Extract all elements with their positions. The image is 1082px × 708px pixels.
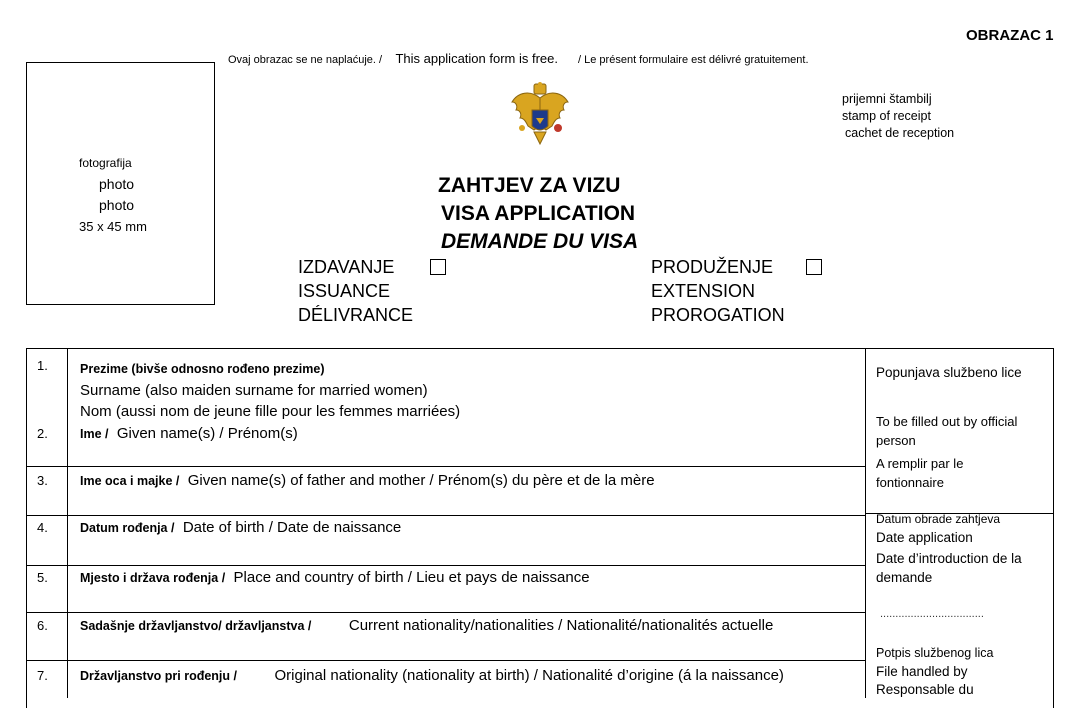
- form-number: OBRAZAC 1: [966, 27, 1054, 44]
- row-number: 6.: [37, 618, 48, 633]
- given-name-field[interactable]: [80, 425, 298, 442]
- option-extension: [651, 255, 785, 327]
- nationality-label-me: Sadašnje državljanstvo/ državljanstva /: [80, 619, 312, 633]
- title-fr: DEMANDE DU VISA: [441, 230, 639, 253]
- orig-nationality-label-me: Državljanstvo pri rođenju /: [80, 669, 237, 683]
- free-notice-me: Ovaj obrazac se ne naplaćuje. /: [228, 54, 383, 66]
- pob-label: Place and country of birth / Lieu et pays de naissance: [233, 569, 590, 586]
- given-name-label-me: Ime /: [80, 427, 109, 441]
- processing-date-en: Date application: [876, 530, 973, 545]
- photo-line-me: fotografija: [79, 156, 132, 170]
- issuance-me: IZDAVANJE: [298, 257, 395, 277]
- current-nationality-field[interactable]: [80, 617, 773, 634]
- row-divider: [26, 515, 866, 516]
- stamp-of-receipt: [842, 91, 954, 142]
- stamp-line-fr: cachet de reception: [845, 126, 955, 140]
- dob-label-me: Datum rođenja /: [80, 521, 175, 535]
- official-signature-me: Potpis službenog lica: [876, 646, 994, 660]
- issuance-en: ISSUANCE: [298, 281, 391, 301]
- photo-instructions: [79, 153, 147, 237]
- parents-label: Given name(s) of father and mother / Prénom(s) du père et de la mère: [187, 472, 655, 489]
- extension-checkbox[interactable]: [806, 259, 822, 275]
- row-divider: [26, 565, 866, 566]
- issuance-fr: DÉLIVRANCE: [298, 305, 414, 325]
- photo-size: 35 x 45 mm: [79, 219, 147, 234]
- number-column-divider: [67, 348, 68, 698]
- official-heading-fr: A remplir par le fontionnaire: [876, 456, 964, 490]
- coat-of-arms-icon: [508, 80, 572, 152]
- extension-me: PRODUŽENJE: [651, 257, 774, 277]
- processing-date-me: Datum obrade zahtjeva: [876, 512, 1001, 526]
- surname-label-fr: Nom (aussi nom de jeune fille pour les femmes marriées): [80, 403, 461, 420]
- photo-line-fr: photo: [99, 197, 135, 213]
- form-title: [438, 172, 638, 256]
- extension-en: EXTENSION: [651, 281, 756, 301]
- row-divider: [26, 466, 866, 467]
- row-number: 1.: [37, 358, 48, 373]
- option-issuance: [298, 255, 413, 327]
- given-name-label: Given name(s) / Prénom(s): [116, 425, 298, 442]
- nationality-label: Current nationality/nationalities / Nationalité/nationalités actuelle: [348, 617, 774, 634]
- photo-line-en: photo: [99, 176, 135, 192]
- official-signature-en: File handled by: [876, 664, 968, 679]
- row-divider: [26, 660, 866, 661]
- title-en: VISA APPLICATION: [441, 202, 636, 225]
- surname-label-me: Prezime (bivše odnosno rođeno prezime): [80, 362, 325, 376]
- processing-date-line[interactable]: ..................................: [880, 608, 984, 620]
- free-notice: [228, 51, 809, 66]
- row-number: 4.: [37, 520, 48, 535]
- official-heading-en: To be filled out by official person: [876, 414, 1018, 448]
- row-divider: [26, 612, 866, 613]
- surname-field[interactable]: [80, 358, 460, 422]
- free-notice-en: This application form is free.: [395, 51, 559, 66]
- stamp-line-en: stamp of receipt: [842, 109, 931, 123]
- title-me: ZAHTJEV ZA VIZU: [438, 174, 621, 197]
- row-number: 5.: [37, 570, 48, 585]
- pob-label-me: Mjesto i država rođenja /: [80, 571, 226, 585]
- surname-label-en: Surname (also maiden surname for married women): [80, 382, 428, 399]
- place-of-birth-field[interactable]: [80, 569, 590, 586]
- free-notice-fr: / Le présent formulaire est délivré gratuitement.: [578, 54, 809, 66]
- original-nationality-field[interactable]: [80, 667, 784, 684]
- date-of-birth-field[interactable]: [80, 519, 401, 536]
- photo-box: [26, 62, 215, 305]
- official-signature-fr: Responsable du: [876, 682, 974, 697]
- stamp-line-me: prijemni štambilj: [842, 92, 932, 106]
- row-number: 7.: [37, 668, 48, 683]
- parents-label-me: Ime oca i majke /: [80, 474, 180, 488]
- row-number: 2.: [37, 426, 48, 441]
- processing-date-fr: Date d’introduction de la demande: [876, 551, 1022, 585]
- orig-nationality-label: Original nationality (nationality at birth) / Nationalité d’origine (á la naissance): [274, 667, 784, 684]
- parents-name-field[interactable]: [80, 472, 655, 489]
- row-number: 3.: [37, 473, 48, 488]
- dob-label: Date of birth / Date de naissance: [182, 519, 402, 536]
- official-heading-me: Popunjava službeno lice: [876, 365, 1022, 380]
- issuance-checkbox[interactable]: [430, 259, 446, 275]
- extension-fr: PROROGATION: [651, 305, 785, 325]
- official-column-divider: [865, 348, 866, 698]
